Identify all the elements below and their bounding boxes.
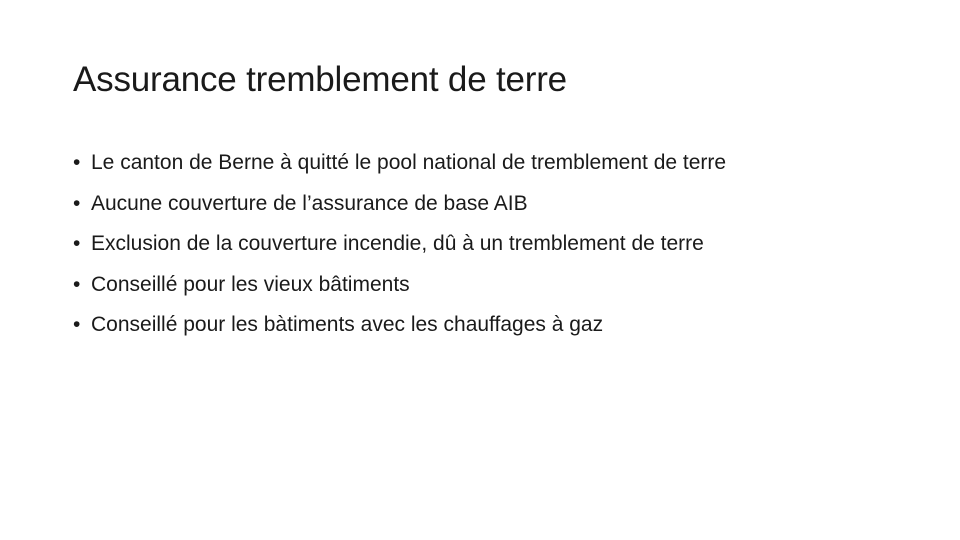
bullet-text: Conseillé pour les bàtiments avec les chauffages à gaz: [91, 313, 604, 336]
bullet-text: Le canton de Berne à quitté le pool national de tremblement de terre: [91, 151, 727, 174]
bullet-icon: •: [73, 151, 81, 174]
bullet-icon: •: [73, 272, 81, 296]
bullet-text: Aucune couverture de l’assurance de base AIB: [91, 191, 528, 215]
bullet-text: Exclusion de la couverture incendie, dû à un tremblement de terre: [91, 232, 704, 255]
list-item: [73, 265, 933, 306]
bullet-icon: •: [73, 191, 81, 215]
slide-title: Assurance tremblement de terre: [73, 60, 567, 99]
list-item: [73, 305, 933, 346]
list-item: [73, 184, 933, 225]
list-item: [73, 143, 933, 184]
bullet-list: [73, 143, 933, 346]
bullet-text: Conseillé pour les vieux bâtiments: [91, 272, 410, 296]
list-item: [73, 224, 933, 265]
bullet-icon: •: [73, 232, 81, 255]
bullet-icon: •: [73, 313, 81, 336]
